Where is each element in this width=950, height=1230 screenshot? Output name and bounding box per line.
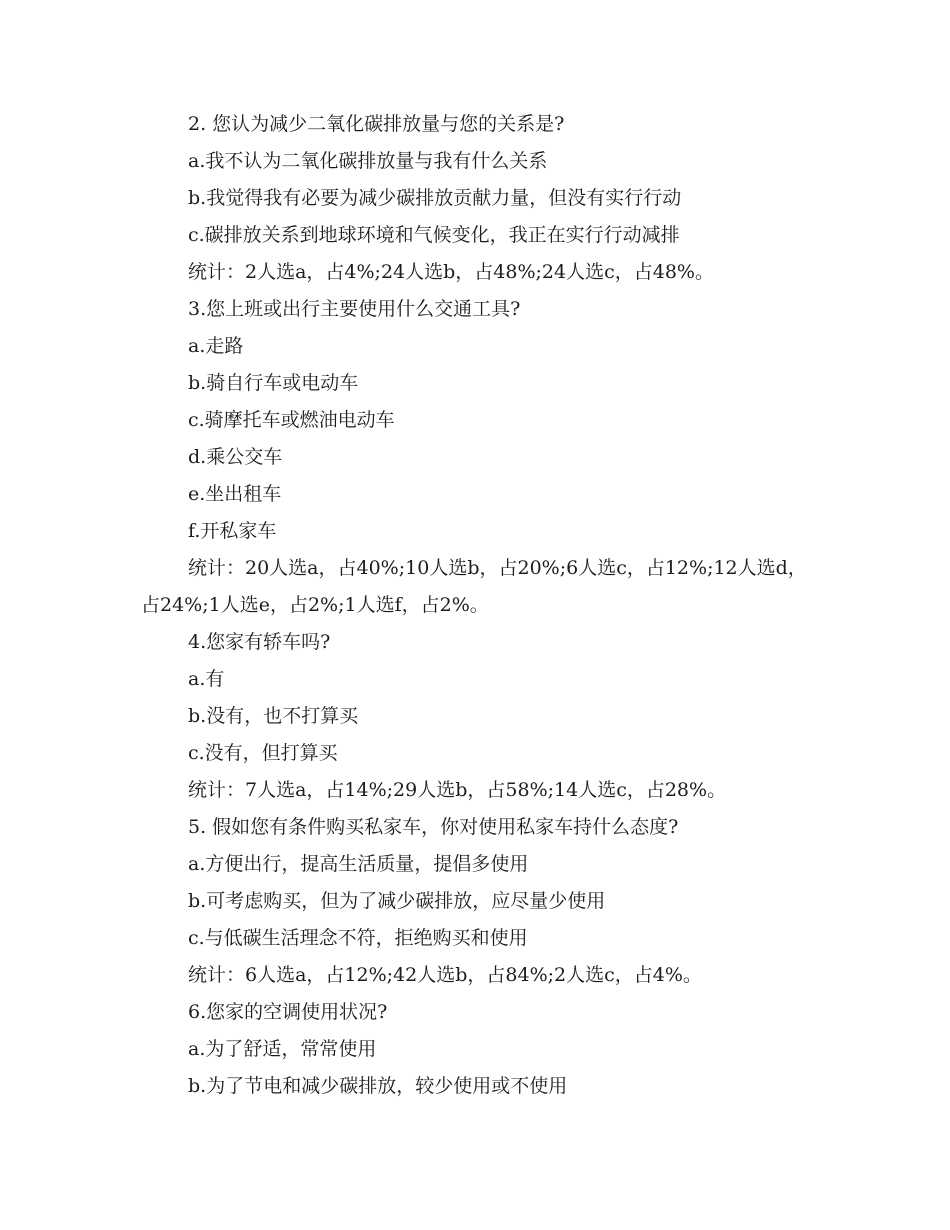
question-3-option-c: c.骑摩托车或燃油电动车 xyxy=(188,409,395,431)
question-6: 6.您家的空调使用状况? xyxy=(188,1001,388,1023)
question-3: 3.您上班或出行主要使用什么交通工具? xyxy=(188,298,521,320)
question-5: 5. 假如您有条件购买私家车，你对使用私家车持什么态度? xyxy=(188,816,679,838)
question-6-option-b: b.为了节电和减少碳排放，较少使用或不使用 xyxy=(188,1075,568,1097)
question-4: 4.您家有轿车吗? xyxy=(188,631,331,653)
question-2-option-c: c.碳排放关系到地球环境和气候变化，我正在实行行动减排 xyxy=(188,224,680,246)
question-5-option-a: a.方便出行，提高生活质量，提倡多使用 xyxy=(188,853,529,875)
question-3-option-b: b.骑自行车或电动车 xyxy=(188,372,359,394)
question-4-option-a: a.有 xyxy=(188,668,225,690)
question-4-stats: 统计：7人选a，占14%;29人选b，占58%;14人选c，占28%。 xyxy=(188,779,727,801)
question-2-option-a: a.我不认为二氧化碳排放量与我有什么关系 xyxy=(188,150,548,172)
question-3-option-f: f.开私家车 xyxy=(188,520,277,542)
question-3-option-d: d.乘公交车 xyxy=(188,446,283,468)
question-6-option-a: a.为了舒适，常常使用 xyxy=(188,1038,377,1060)
question-2-stats: 统计：2人选a，占4%;24人选b，占48%;24人选c，占48%。 xyxy=(188,261,714,283)
question-2-option-b: b.我觉得我有必要为减少碳排放贡献力量，但没有实行行动 xyxy=(188,187,682,209)
question-5-stats: 统计：6人选a，占12%;42人选b，占84%;2人选c，占4%。 xyxy=(188,964,702,986)
question-3-option-e: e.坐出租车 xyxy=(188,483,282,505)
survey-content xyxy=(141,106,821,1105)
question-4-option-c: c.没有，但打算买 xyxy=(188,742,338,764)
question-2: 2. 您认为减少二氧化碳排放量与您的关系是? xyxy=(188,113,565,135)
question-5-option-c: c.与低碳生活理念不符，拒绝购买和使用 xyxy=(188,927,528,949)
question-3-stats: 统计：20人选a，占40%;10人选b，占20%;6人选c，占12%;12人选d，占24%;1人选e，占2%;1人选f，占2%。 xyxy=(141,557,807,616)
question-5-option-b: b.可考虑购买，但为了减少碳排放，应尽量少使用 xyxy=(188,890,606,912)
question-3-option-a: a.走路 xyxy=(188,335,244,357)
question-4-option-b: b.没有，也不打算买 xyxy=(188,705,359,727)
